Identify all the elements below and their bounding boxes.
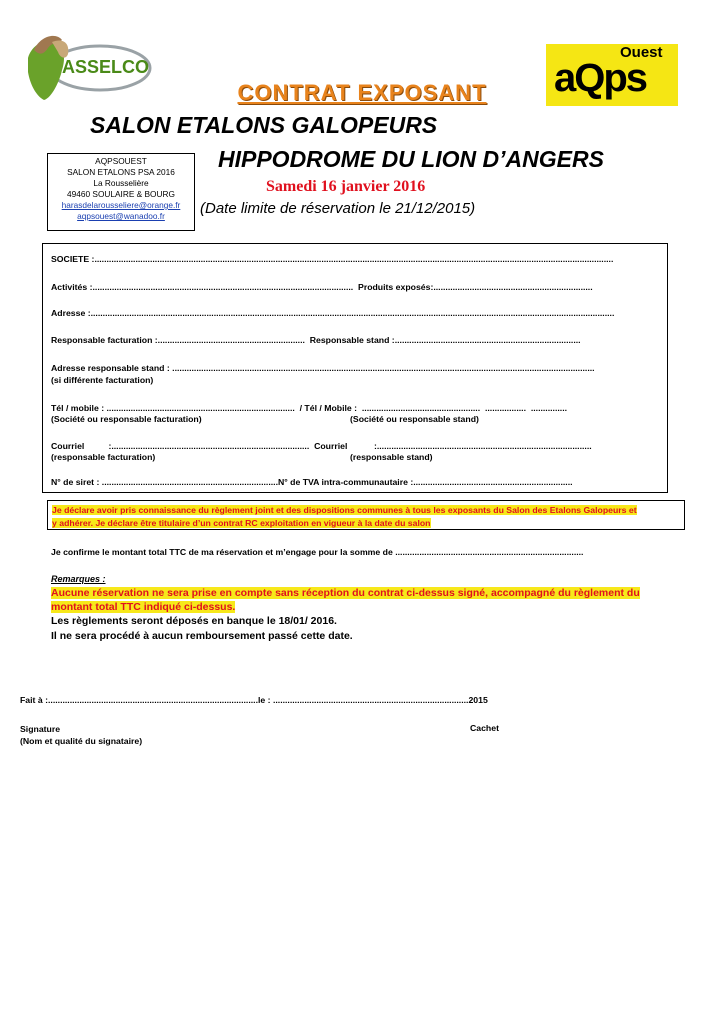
remarks-line: Les règlements seront déposés en banque le 18/01/ 2016. [51, 615, 337, 627]
email-link[interactable]: harasdelarousseliere@orange.fr [61, 200, 181, 210]
remarks-heading: Remarques : [51, 574, 106, 584]
remarks-warning-line: montant total TTC indiqué ci-dessus. [51, 601, 236, 613]
asselco-logo-text: ASSELCO [62, 57, 150, 77]
signature-note: (Nom et qualité du signataire) [20, 736, 143, 746]
signature-label: Signature [20, 724, 61, 734]
email-link[interactable]: aqpsouest@wanadoo.fr [77, 211, 165, 221]
address-line: AQPSOUEST [95, 156, 147, 166]
field-adresse-stand[interactable]: Adresse responsable stand : ............................................................................................................................................................................... [51, 363, 595, 373]
signature-block [20, 723, 142, 747]
place-date-field[interactable]: Fait à :.......................................................................................le : .................................................................................2015 [20, 695, 488, 705]
field-activites[interactable]: Activités :............................................................................................................ Produits exposés:.................................................................. [51, 282, 593, 292]
field-tel[interactable]: Tél / mobile : .............................................................................. / Tél / Mobile : ................................................. ................. ............... [51, 403, 568, 413]
amount-confirmation[interactable]: Je confirme le montant total TTC de ma réservation et m’engage pour la somme de .............................................................................. [51, 547, 584, 557]
contract-title: CONTRAT EXPOSANT [237, 80, 487, 105]
aqps-logo-text: aQps [554, 56, 647, 100]
aqps-logo-ouest: Ouest [620, 44, 663, 61]
field-note: (Société ou responsable facturation) [51, 414, 202, 424]
declaration-box [47, 500, 685, 530]
address-line: 49460 SOULAIRE & BOURG [67, 189, 175, 199]
remarks-warning-line: Aucune réservation ne sera prise en compte sans réception du contrat ci-dessus signé, accompagné du règlement du [51, 587, 640, 599]
salon-subtitle: SALON ETALONS GALOPEURS [90, 112, 438, 138]
field-societe[interactable]: SOCIETE :....................................................................................................................................................................................................................... [51, 254, 614, 264]
reservation-deadline: (Date limite de réservation le 21/12/2015) [200, 200, 476, 217]
event-date: Samedi 16 janvier 2016 [266, 178, 426, 195]
organizer-address-box [47, 153, 195, 231]
field-note: (responsable facturation) [51, 452, 156, 462]
address-line: SALON ETALONS PSA 2016 [67, 167, 175, 177]
field-note: (si différente facturation) [51, 375, 154, 385]
field-adresse[interactable]: Adresse :......................................................................................................................................................................................................................... [51, 308, 615, 318]
field-note: (responsable stand) [350, 452, 433, 462]
venue-title: HIPPODROME DU LION D’ANGERS [218, 146, 604, 172]
remarks-line: Il ne sera procédé à aucun remboursement passé cette date. [51, 630, 353, 642]
remarks-warning [51, 586, 651, 614]
field-siret[interactable]: N° de siret : .........................................................................N° de TVA intra-communautaire :.................................................................. [51, 477, 573, 487]
stamp-label: Cachet [470, 723, 499, 733]
address-line: La Rousselière [93, 178, 149, 188]
field-courriel[interactable]: Courriel :.................................................................................. Courriel :......................................................................................... [51, 441, 592, 451]
declaration-line: Je déclare avoir pris connaissance du règlement joint et des dispositions communes à tous les exposants du Salon des Etalons Galopeurs et [52, 505, 637, 515]
field-note: (Société ou responsable stand) [350, 414, 479, 424]
field-responsable[interactable]: Responsable facturation :............................................................. Responsable stand :............................................................................. [51, 335, 581, 345]
declaration-line: y adhérer. Je déclare être titulaire d’un contrat RC exploitation en vigueur à la date du salon [52, 518, 431, 528]
